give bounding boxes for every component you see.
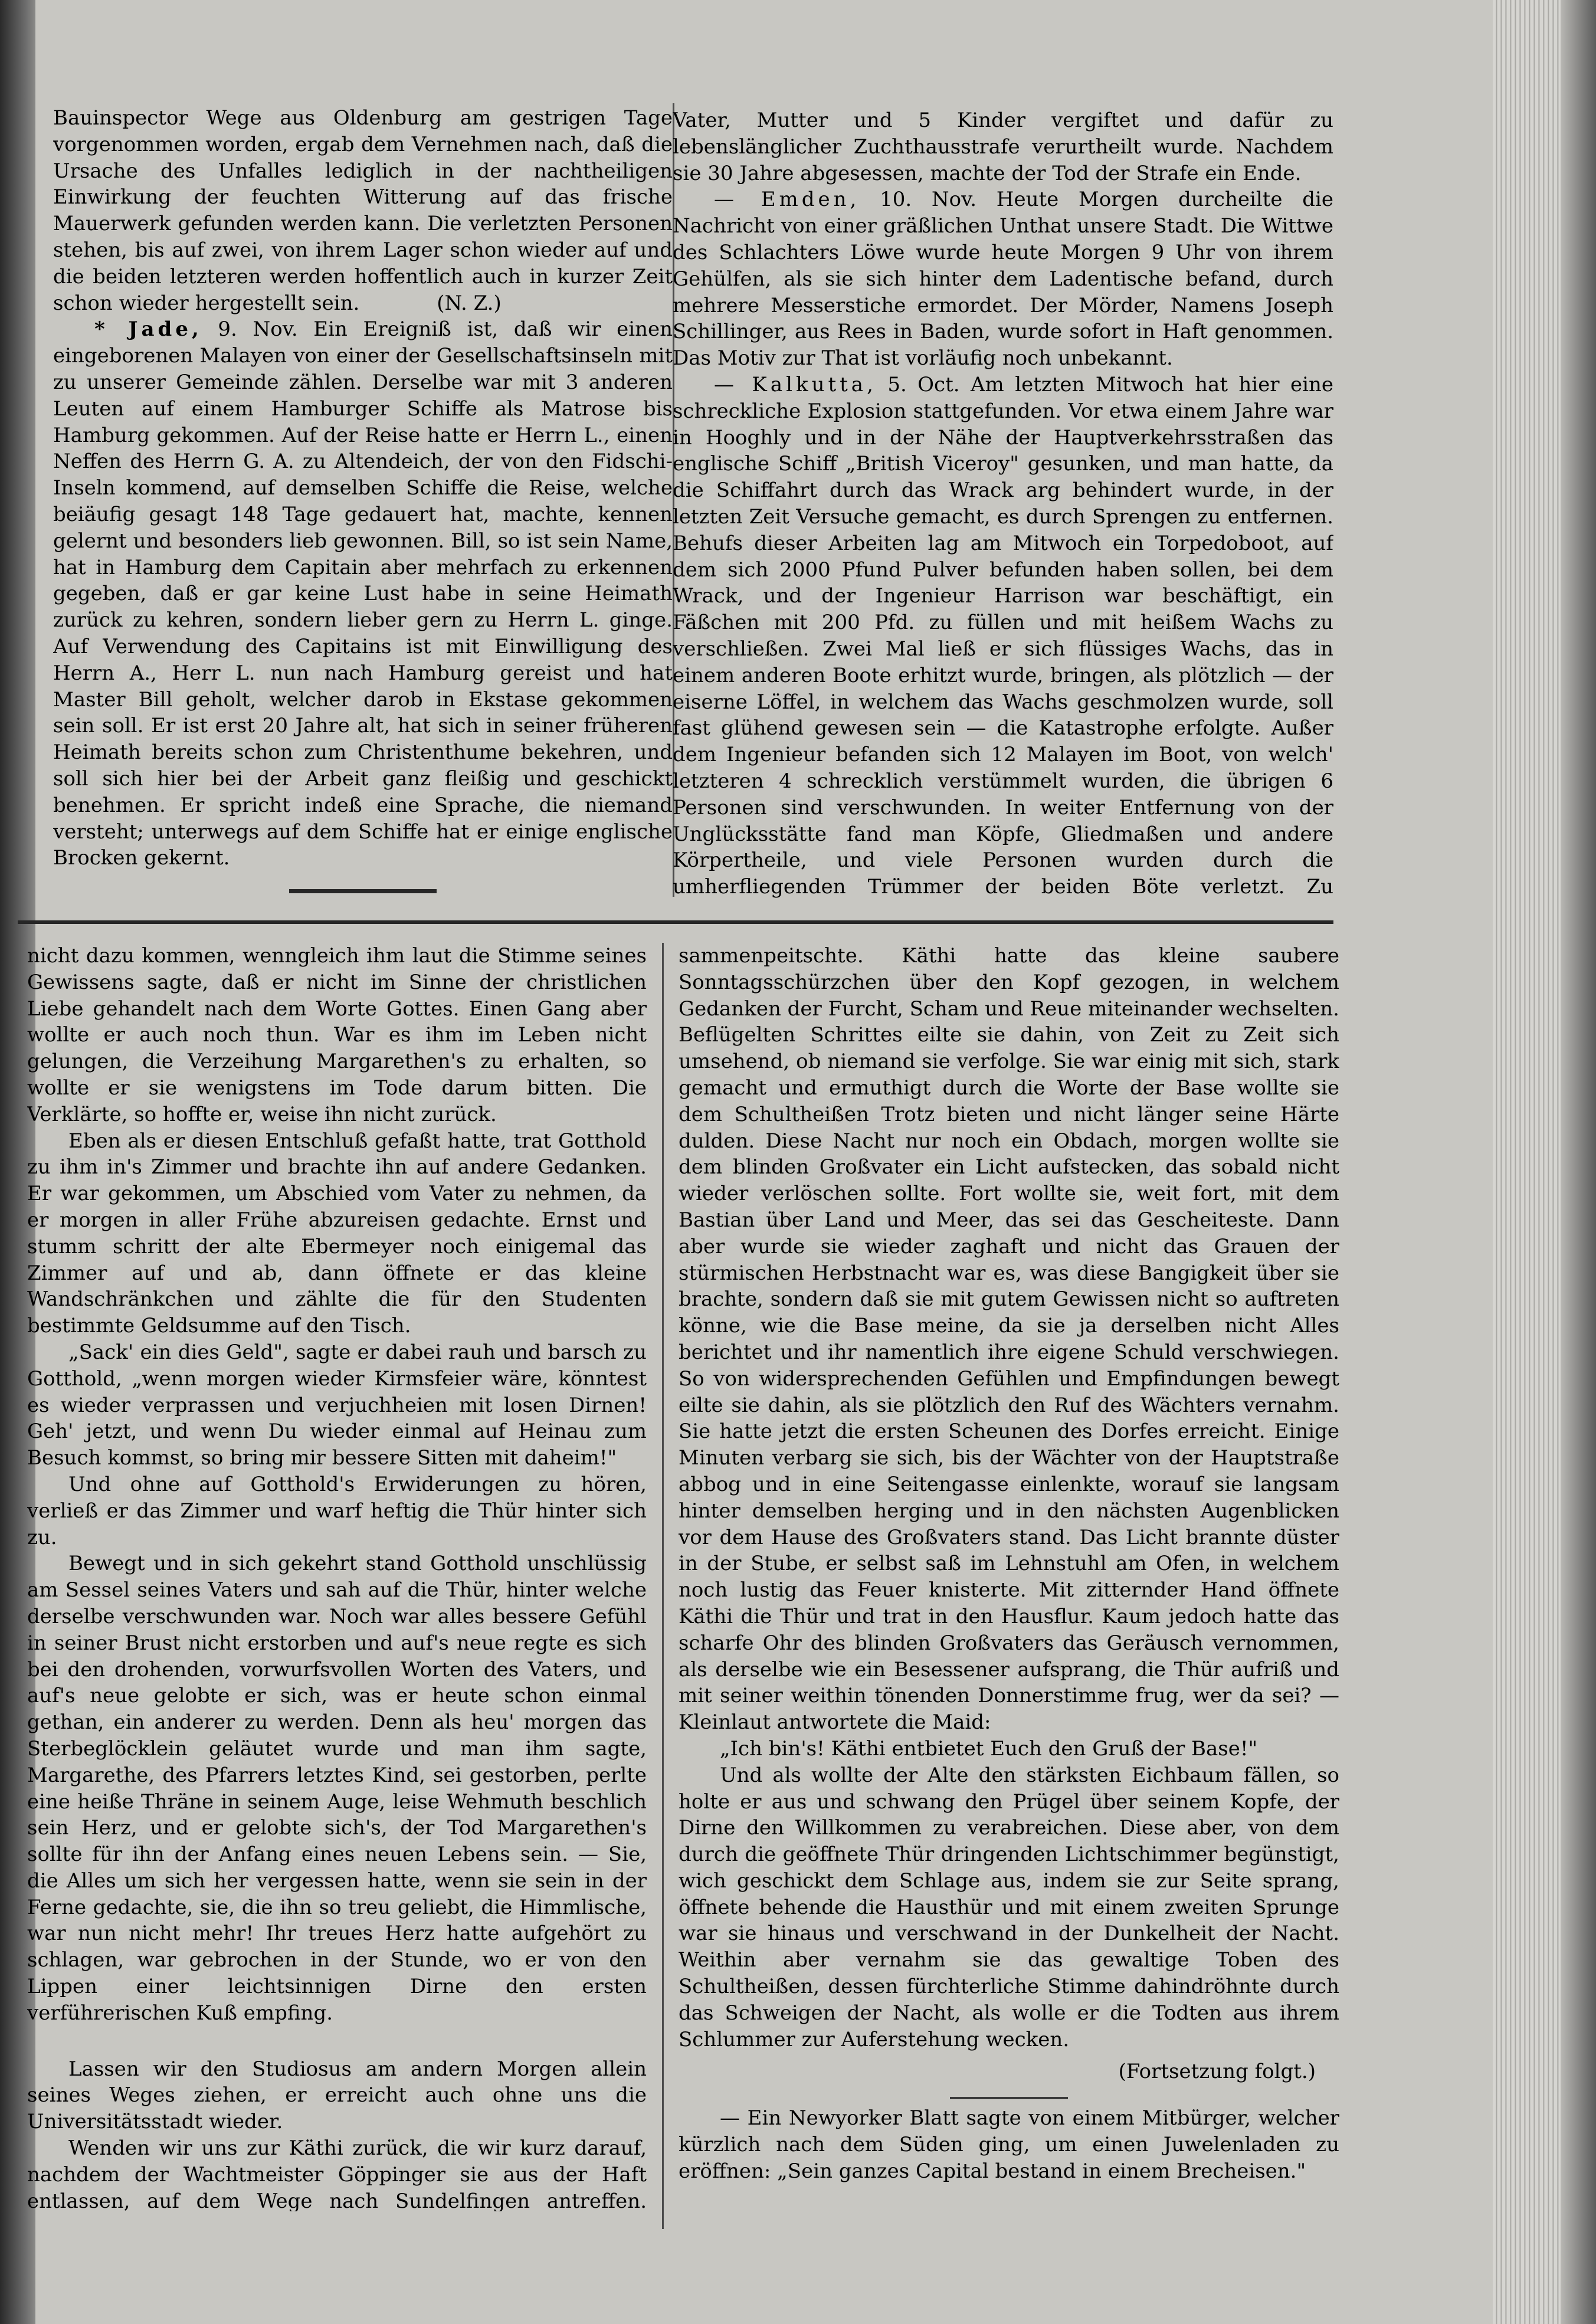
quote-line: „Ich bin's! Käthi entbietet Euch den Gruß der Base!" (720, 1736, 1258, 1761)
text: Bauinspector Wege aus Oldenburg am gestrigen Tage vorgenommen worden, ergab dem Vernehmen nach, daß die Ursache des Unfalles lediglich in der nachtheiligen Einwirkung der feuchten Witterung auf das frische Mauerwerk gefunden werden kann. Die verletzten Personen stehen, bis auf zwei, von ihrem Lager schon wieder auf und die beiden letzteren werden hoffentlich auch in kurzer Zeit schon wieder hergestellt sein. (53, 106, 673, 315)
news-item-newyork: — Ein Newyorker Blatt sagte von einem Mitbürger, welcher kürzlich nach dem Süden ging, um einen Juwelenladen zu eröffnen: „Sein ganzes Capital bestand in einem Brecheisen." (679, 2106, 1339, 2183)
paragraph: Wenden wir uns zur Käthi zurück, die wir kurz darauf, nachdem der Wachtmeister Göppinger sie aus der Haft entlassen, auf dem Wege nach Sundelfingen antreffen. (27, 2136, 647, 2211)
text: 10. Nov. Heute Morgen durcheilte die Nachricht von einer gräßlichen Unthat unsere Stadt. Die Wittwe des Schlachters Löwe wurde heute Morgen 9 Uhr von ihrem Gehülfen, als sie sich hinter dem Ladentische befand, durch mehrere Messerstiche ermordet. Der Mörder, Namens Joseph Schillinger, aus Rees in Baden, wurde sofort in Haft genommen. Das Motiv zur That ist vorläufig noch unbekannt. (673, 188, 1333, 371)
place-name: — Emden, (714, 188, 860, 212)
column-bottom-left (27, 943, 647, 2211)
paragraph: Und als wollte der Alte den stärksten Eichbaum fällen, so holte er aus und schwang den Prügel über seinem Kopfe, der Dirne den Willkommen zu verabreichen. Diese aber, von dem durch die geöffnete Thür dringenden Lichtschimmer begünstigt, wich geschickt dem Schlage aus, indem sie zur Seite sprang, öffnete behende die Hausthür und mit einem zweiten Sprunge war sie hinaus und verschwand in der Dunkelheit der Nacht. Weithin aber vernahm sie das gewaltige Toben des Schultheißen, dessen fürchterliche Stimme dahindröhnte durch das Schweigen der Nacht, als wolle er die Todten aus ihrem Schlummer zur Auferstehung wecken. (679, 1763, 1339, 2051)
paragraph: Lassen wir den Studiosus am andern Morgen allein seines Weges ziehen, er erreicht auch ohne uns die Universitätsstadt wieder. (27, 2057, 647, 2134)
text: 5. Oct. Am letzten Mitwoch hat hier eine schreckliche Explosion stattgefunden. Vor etwa einem Jahre war in Hooghly und in der Nähe der Hauptverkehrsstraßen das englische Schiff „British Viceroy" gesunken, und man hatte, da die Schiffahrt durch das Wrack arg behindert wurde, in der letzten Zeit Versuche gemacht, es durch Sprengen zu entfernen. Behufs dieser Arbeiten lag am Mitwoch ein Torpedoboot, auf dem sich 2000 Pfund Pulver befunden haben sollen, bei dem Wrack, und der Ingenieur Harrison war beschäftigt, ein Fäßchen mit 200 Pfd. zu füllen und mit heißem Wachs zu verschließen. Zwei Mal ließ er sich flüssiges Wachs, das in einem anderen Boote erhitzt wurde, bringen, als plötzlich — der eiserne Löffel, in welchem das Wachs geschmolzen wurde, soll fast glühend gewesen sein — die Katastrophe erfolgte. Außer dem Ingenieur befanden sich 12 Malayen im Boot, von welch' letzteren 4 schrecklich verstümmelt wurden, die übrigen 6 Personen sind verschwunden. In weiter Entfernung von der Unglücksstätte fand man Köpfe, Gliedmaßen und andere Körpertheile, und viele Personen wurden durch die umherfliegenden Trümmer der beiden Böte verletzt. Zu (673, 372, 1333, 898)
section-divider (18, 920, 1333, 924)
source-signature: (N. Z.) (437, 291, 502, 315)
place-name: * Jade, (94, 317, 202, 342)
separator-rule (289, 889, 437, 893)
continuation-note: (Fortsetzung folgt.) (1118, 2060, 1316, 2084)
news-item-kalkutta (673, 372, 1333, 898)
paragraph: „Sack' ein dies Geld", sagte er dabei rauh und barsch zu Gotthold, „wenn morgen wieder Kirmsfeier wäre, könntest es wieder verprassen und verjuchheien mit losen Dirnen! Geh' jetzt, und wenn Du wieder einmal auf Heinau zum Besuch kommst, so bring mir bessere Sitten mit daheim!" (27, 1340, 647, 1470)
paragraph: sammenpeitschte. Käthi hatte das kleine saubere Sonntagsschürzchen über den Kopf gezogen, in welchem Gedanken der Furcht, Scham und Reue miteinander wechselten. Beflügelten Schrittes eilte sie dahin, von Zeit zu Zeit sich umsehend, ob niemand sie verfolge. Sie war einig mit sich, stark gemacht und ermuthigt durch die Worte der Base wollte sie dem Schultheißen Trotz bieten und nicht länger seine Härte dulden. Diese Nacht nur noch ein Obdach, morgen wollte sie dem blinden Großvater ein Licht aufstecken, das sobald nicht wieder verlöschen sollte. Fort wollte sie, weit fort, mit dem Bastian über Land und Meer, das sei das Gescheiteste. Dann aber wurde sie wieder zaghaft und nicht das Grauen der stürmischen Herbstnacht war es, was diese Bangigkeit über sie brachte, sondern daß sie mit gutem Gewissen nicht so auftreten könne, wie die Base meine, da sie ja derselben nicht Alles berichtet und ihr namentlich ihre eigene Schuld verschwiegen. So von widersprechenden Gefühlen und Empfindungen bewegt eilte sie dahin, als sie plötzlich den Ruf des Wächters vernahm. Sie hatte jetzt die ersten Scheunen des Dorfes erreicht. Einige Minuten verbarg sie sich, bis der Wächter von der Hauptstraße abbog und in eine Seitengasse einlenkte, worauf sie langsam hinter demselben herging und in den nächsten Augenblicken vor dem Hause des Großvaters stand. Das Licht brannte düster in der Stube, er selbst saß im Lehnstuhl am Ofen, in welchem noch lustig das Feuer knisterte. Mit zitternder Hand öffnete Käthi die Thür und trat in den Hausflur. Kaum jedoch hatte das scharfe Ohr des blinden Großvaters das Geräusch vernommen, als derselbe wie ein Besessener aufsprang, die Thür aufriß und mit seiner weithin tönenden Donnerstimme frug, wer da sei? — Kleinlaut antwortete die Maid: (679, 944, 1339, 1735)
paragraph (53, 105, 673, 316)
column-top-left (53, 105, 673, 896)
paragraph: Bewegt und in sich gekehrt stand Gotthold unschlüssig am Sessel seines Vaters und sah auf die Thür, hinter welche derselbe verschwunden war. Noch war alles bessere Gefühl in seiner Brust nicht erstorben und auf's neue regte es sich bei den drohenden, vorwurfsvollen Worten des Vaters, und auf's neue gelobte er sich, was er heute schon einmal gethan, ein anderer zu werden. Denn als heu' morgen das Sterbeglöcklein geläutet wurde und man ihm sagte, Margarethe, des Pfarrers letztes Kind, sei gestorben, perlte eine heiße Thräne in seinem Auge, leise Wehmuth beschlich sein Herz, und er gelobte sich's, der Tod Margarethen's sollte für ihn der Anfang eines neuen Lebens sein. — Sie, die Alles um sich her vergessen hatte, wenn sie sein in der Ferne gedachte, sie, die ihn so treu geliebt, die Himmlische, war nun nicht mehr! Ihr treues Herz hatte aufgehört zu schlagen, war gebrochen in der Stunde, wo er von den Lippen einer leichtsinnigen Dirne den ersten verführerischen Kuß empfing. (27, 1552, 647, 2025)
separator-rule (950, 2097, 1068, 2099)
page-edges (1493, 0, 1596, 2324)
column-divider-bottom (662, 943, 664, 2229)
column-top-right (673, 107, 1333, 898)
news-item-emden (673, 186, 1333, 372)
paragraph: nicht dazu kommen, wenngleich ihm laut die Stimme seines Gewissens sagte, daß er nicht im Sinne der christlichen Liebe gehandelt nach dem Worte Gottes. Einen Gang aber wollte er auch noch thun. War es ihm im Leben nicht gelungen, die Verzeihung Margarethen's zu erhalten, so wollte er sie wenigstens im Tode darum bitten. Die Verklärte, so hoffte er, weise ihn nicht zurück. (27, 944, 647, 1126)
paragraph: Und ohne auf Gotthold's Erwiderungen zu hören, verließ er das Zimmer und warf heftig die Thür hinter sich zu. (27, 1472, 647, 1549)
news-item-jade (53, 316, 673, 871)
paragraph: Vater, Mutter und 5 Kinder vergiftet und dafür zu lebenslänglicher Zuchthausstrafe verurtheilt wurde. Nachdem sie 30 Jahre abgesessen, machte der Tod der Strafe ein Ende. (673, 109, 1333, 185)
text: 9. Nov. Ein Ereigniß ist, daß wir einen eingeborenen Malayen von einer der Gesellschaftsinseln mit zu unserer Gemeinde zählen. Derselbe war mit 3 anderen Leuten auf einem Hamburger Schiffe als Matrose bis Hamburg gekommen. Auf der Reise hatte er Herrn L., einen Neffen des Herrn G. A. zu Altendeich, der von den Fidschi-Inseln kommend, auf demselben Schiffe die Reise, welche beiäufig gesagt 148 Tage gedauert hat, machte, kennen gelernt und besonders lieb gewonnen. Bill, so ist sein Name, hat in Hamburg dem Capitain aber mehrfach zu erkennen gegeben, daß er gar keine Lust habe in seine Heimath zurück zu kehren, sondern lieber gern zu Herrn L. ginge. Auf Verwendung des Capitains ist mit Einwilligung des Herrn A., Herr L. nun nach Hamburg gereist und hat Master Bill geholt, welcher darob in Ekstase gekommen sein soll. Er ist erst 20 Jahre alt, hat sich in seiner früheren Heimath bereits schon zum Christenthume bekehren, und soll sich hier bei der Arbeit ganz fleißig und geschickt benehmen. Er spricht indeß eine Sprache, die niemand versteht; unterwegs auf dem Schiffe hat er einige englische Brocken gekernt. (53, 317, 673, 870)
paragraph: Eben als er diesen Entschluß gefaßt hatte, trat Gotthold zu ihm in's Zimmer und brachte ihn auf andere Gedanken. Er war gekommen, um Abschied vom Vater zu nehmen, da er morgen in aller Frühe abzureisen gedachte. Ernst und stumm schritt der alte Ebermeyer noch einigemal das Zimmer auf und ab, dann öffnete er das kleine Wandschränkchen und zählte die für den Studenten bestimmte Geldsumme auf den Tisch. (27, 1129, 647, 1338)
place-name: — Kalkutta, (714, 372, 877, 396)
column-bottom-right (679, 943, 1339, 2211)
